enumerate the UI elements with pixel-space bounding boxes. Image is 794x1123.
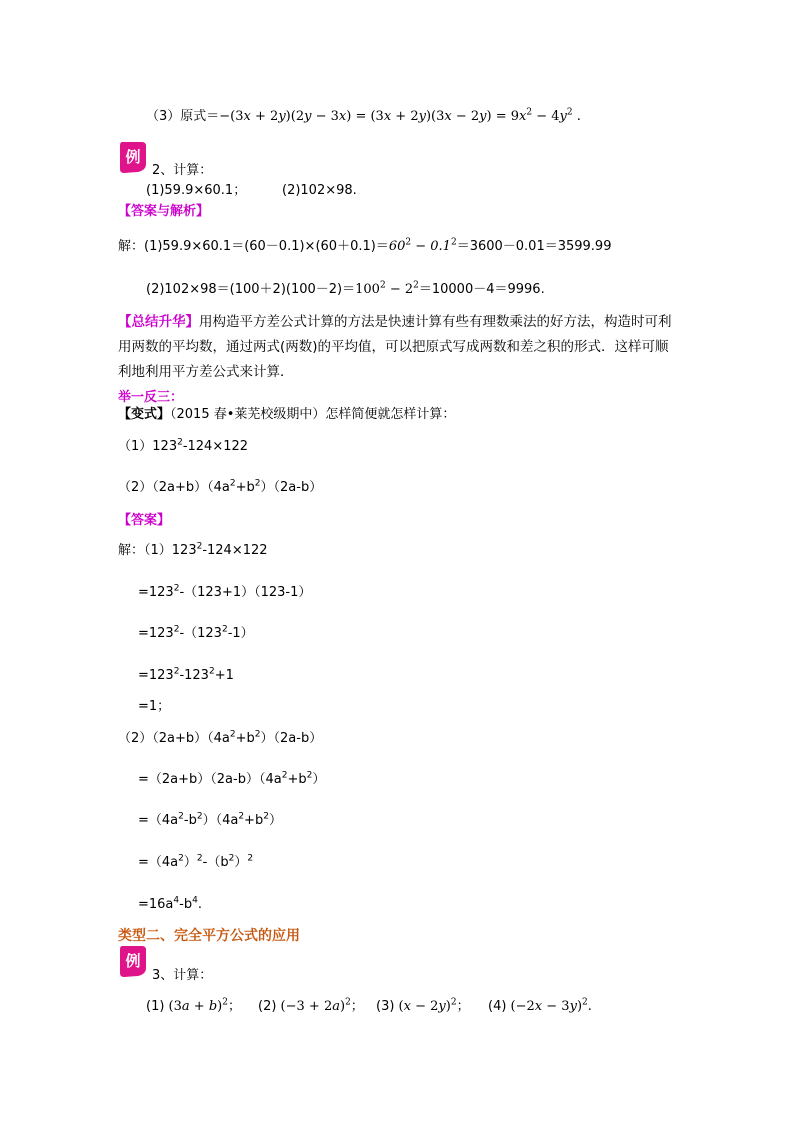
ex2-solution-line-1: 解：$(1)59.9\times 60.1=(60-0.1)\times(60+0.1)=60^2 - 0.1^2=3600-0.01=3599.99$ [118, 237, 612, 254]
variant-solution-step: $=(2a+b)(2a-b)(4a^2+b^2)$ [138, 770, 326, 787]
ex3-question-2: (2) $(-3 + 2a)^2$； [258, 997, 364, 1014]
summary-text: 用构造平方差公式计算的方法是快速计算有些有理数乘法的好方法，构造时可利用两数的平均数，通过两式(两数)的平均值，可以把原式写成两数和差之积的形式．这样可顺利地利用平方差公式来计算． [118, 314, 672, 380]
variant-solution-step: $=123^2-123^2+1$ [138, 666, 234, 683]
ex2-question-1: (1)59.9×60.1； [146, 183, 247, 198]
variant-solution-step: $=123^2-(123^2-1)$ [138, 624, 254, 641]
variant-solution-step: $=(4a^2-b^2)(4a^2+b^2)$ [138, 811, 282, 828]
variant-question-1: $(1)123^2-124\times 122$ [118, 437, 249, 454]
example-badge-icon [118, 140, 148, 174]
variant-question-2: $(2)(2a+b)(4a^2+b^2)(2a-b)$ [118, 478, 323, 495]
badge-text: 例 [125, 952, 141, 970]
juyifansan-label: 举一反三： [118, 390, 184, 405]
ex3-question-4: (4) $(-2x - 3y)^2$. [488, 997, 592, 1014]
ex1-item3-label: （3）原式＝ [146, 109, 220, 124]
variant-solution-step: 解：$(1)123^2-124\times 122$ [118, 541, 268, 558]
variant-label: 【变式】 [118, 407, 171, 422]
ex2-question-2: (2)102×98. [282, 183, 357, 198]
ex1-item3-expression: $-(3x + 2y)(2y - 3x) = (3x + 2y)(3x - 2y) = 9x^2 - 4y^2$ . [219, 107, 581, 124]
variant-solution-step: $=(4a^2)^2-(b^2)^2$ [138, 853, 254, 870]
answer-analysis-label: 【答案与解析】 [118, 204, 210, 219]
badge-text: 例 [125, 148, 141, 166]
ex3-title: 3、计算： [152, 968, 213, 983]
variant-line [118, 406, 455, 424]
ex3-question-3: (3) $(x - 2y)^2$； [376, 997, 470, 1014]
answer-label: 【答案】 [118, 513, 171, 528]
summary-label: 【总结升华】 [118, 314, 199, 330]
variant-solution-step: $(2)(2a+b)(4a^2+b^2)(2a-b)$ [118, 729, 323, 746]
variant-solution-step: $=123^2-(123+1)(123-1)$ [138, 583, 312, 600]
ex2-title: 2、计算： [152, 163, 213, 178]
example-badge-icon [118, 944, 148, 978]
ex3-question-1: (1) $(3a + b)^2$； [146, 997, 241, 1014]
ex2-solution-line-2: $(2)102\times 98=(100+2)(100-2)=100^2 - 2^2=10000-4=9996$. [146, 280, 545, 297]
variant-solution-step: =1； [138, 699, 171, 714]
summary-paragraph [118, 310, 678, 385]
variant-solution-step: $=16a^4-b^4$. [138, 895, 202, 912]
ex1-item3 [146, 108, 581, 126]
variant-text: （2015 春•莱芜校级期中）怎样简便就怎样计算： [170, 407, 456, 422]
type2-heading: 类型二、完全平方公式的应用 [118, 928, 300, 944]
